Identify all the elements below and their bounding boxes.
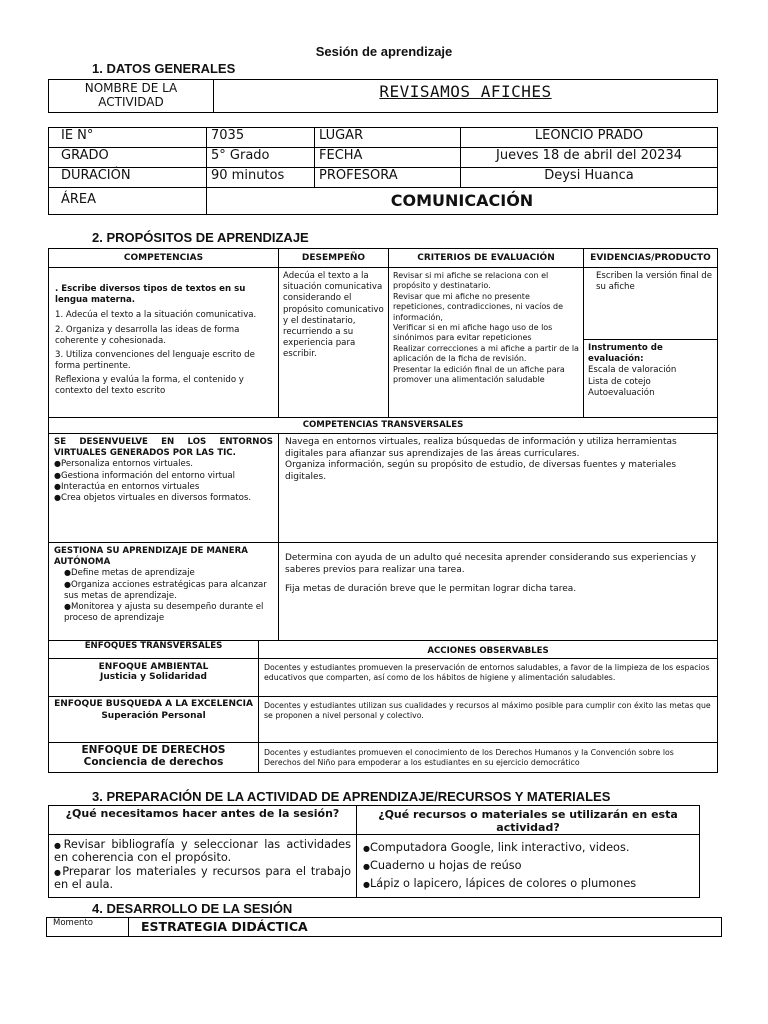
document-title: Sesión de aprendizaje: [315, 44, 453, 59]
capacidad-4: Reflexiona y evalúa la forma, el contenido y contexto del texto escrito: [55, 375, 244, 397]
tic-desc-cell: [279, 434, 718, 543]
capacidad-2: 2. Organiza y desarrolla las ideas de forma coherente y cohesionada.: [55, 324, 240, 346]
autonomo-desc-2: Fija metas de duración breve que le permitan lograr dicha tarea.: [285, 584, 577, 595]
activity-value: REVISAMOS AFICHES: [379, 82, 552, 101]
question-antes: ¿Qué necesitamos hacer antes de la sesión?: [49, 806, 357, 835]
criterio-2: Revisar que mi afiche no presente repeticiones, contradicciones, ni vacíos de información,: [393, 291, 564, 322]
autonomo-title: GESTIONA SU APRENDIZAJE DE MANERA AUTÓNOMA: [54, 546, 248, 568]
autonomo-cell: [49, 543, 279, 641]
label-lugar: LUGAR: [315, 128, 461, 148]
label-grado: GRADO: [49, 148, 207, 168]
autonomo-desc-cell: [279, 543, 718, 641]
enfoque-1-name: ENFOQUE AMBIENTAL: [98, 662, 209, 672]
tic-item-3: ● Interactúa en entornos virtuales: [54, 482, 273, 493]
evidencia: Escriben la versión final de su afiche: [584, 268, 717, 340]
criterio-3: Verificar si en mi afiche hago uso de los sinónimos para evitar repeticiones: [393, 322, 553, 343]
recurso-3: ● Lápiz o lapicero, lápices de colores o plumones: [363, 875, 693, 893]
evidencias-cell: [584, 268, 718, 418]
enfoque-3-desc: Docentes y estudiantes promueven el conocimiento de los Derechos Humanos y la Convención sobre los Derechos del Niño para empoderar a los estudiantes en su ejercicio democrático: [259, 743, 718, 773]
section-4-title: 4. DESARROLLO DE LA SESIÓN: [92, 901, 293, 916]
label-duracion: DURACIÓN: [49, 168, 207, 188]
autonomo-item-1: ● Define metas de aprendizaje: [64, 568, 273, 579]
criterio-4: Realizar correcciones a mi afiche a partir de la aplicación de la ficha de revisión.: [393, 343, 579, 364]
enfoque-2-name: ENFOQUE BUSQUEDA A LA EXCELENCIA: [54, 699, 253, 709]
recurso-2: ● Cuaderno u hojas de reúso: [363, 857, 693, 875]
instrumento-2: Lista de cotejo: [588, 376, 651, 387]
value-duracion: 90 minutos: [207, 168, 315, 188]
recurso-1: ● Computadora Google, link interactivo, videos.: [363, 839, 693, 857]
enfoque-1: [49, 659, 259, 697]
antes-item-1: ● Revisar bibliografía y seleccionar las actividades en coherencia con el propósito.: [54, 838, 351, 865]
value-profesora: Deysi Huanca: [461, 168, 718, 188]
tic-desc-1: Navega en entornos virtuales, realiza búsquedas de información y utiliza herramientas digitales para afianzar sus aprendizajes de las áreas curriculares.: [285, 437, 677, 459]
enfoque-3-name: ENFOQUE DE DERECHOS: [81, 744, 226, 756]
activity-name-table: [48, 79, 718, 113]
recursos-cell: [357, 835, 700, 898]
instrumento-1: Escala de valoración: [588, 365, 677, 376]
value-fecha: Jueves 18 de abril del 20234: [461, 148, 718, 168]
header-evidencias: EVIDENCIAS/PRODUCTO: [584, 249, 718, 268]
desempeno-cell: Adecúa el texto a la situación comunicativa considerando el propósito comunicativo y el destinatario, recurriendo a su experiencia para escribir.: [279, 268, 389, 418]
general-data-table: [48, 127, 718, 215]
value-ie: 7035: [207, 128, 315, 148]
capacidad-3: 3. Utiliza convenciones del lenguaje escrito de forma pertinente.: [55, 349, 255, 372]
header-competencias: COMPETENCIAS: [49, 249, 279, 268]
purposes-table: [48, 248, 718, 434]
header-criterios: CRITERIOS DE EVALUACIÓN: [389, 249, 584, 268]
enfoque-3: [49, 743, 259, 773]
header-desempeno: DESEMPEÑO: [279, 249, 389, 268]
value-lugar: LEONCIO PRADO: [461, 128, 718, 148]
instrumento-title: Instrumento de evaluación:: [588, 343, 663, 365]
criterio-5: Presentar la edición final de un afiche para promover una alimentación saludable: [393, 364, 565, 384]
label-fecha: FECHA: [315, 148, 461, 168]
tic-item-4: ● Crea objetos virtuales en diversos formatos.: [54, 493, 273, 504]
section-1-title: 1. DATOS GENERALES: [92, 61, 236, 76]
tic-item-1: ● Personaliza entornos virtuales.: [54, 459, 273, 470]
autonomo-item-3: ● Monitorea y ajusta su desempeño durante el proceso de aprendizaje: [64, 602, 273, 624]
section-2-title: 2. PROPÓSITOS DE APRENDIZAJE: [92, 230, 309, 245]
instrumento-3: Autoevaluación: [588, 387, 655, 398]
acciones-header: ACCIONES OBSERVABLES: [259, 641, 718, 659]
enfoque-1-value: Justicia y Solidaridad: [100, 672, 207, 682]
session-development-table: [46, 917, 722, 937]
capacidad-1: 1. Adecúa el texto a la situación comunicativa.: [55, 310, 257, 321]
tic-item-2: ● Gestiona información del entorno virtual: [54, 471, 273, 482]
section-3-title: 3. PREPARACIÓN DE LA ACTIVIDAD DE APRENDIZAJE/RECURSOS Y MATERIALES: [92, 789, 611, 804]
enfoque-2-desc: Docentes y estudiantes utilizan sus cualidades y recursos al máximo posible para cumplir con éxito las metas que se proponen a nivel personal y colectivo.: [259, 697, 718, 743]
autonomo-desc-1: Determina con ayuda de un adulto qué necesita aprender considerando sus experiencias y saberes previos para realizar una tarea.: [285, 553, 696, 575]
antes-item-2: ● Preparar los materiales y recursos para el trabajo en el aula.: [54, 865, 351, 892]
enfoques-table: [48, 640, 718, 773]
question-recursos: ¿Qué recursos o materiales se utilizarán en esta actividad?: [357, 806, 700, 835]
transversales-header: COMPETENCIAS TRANSVERSALES: [49, 418, 718, 434]
enfoque-3-value: Conciencia de derechos: [83, 756, 224, 768]
momento-header: Momento: [47, 918, 129, 937]
label-area: ÁREA: [49, 188, 207, 215]
estrategia-header: ESTRATEGIA DIDÁCTICA: [129, 918, 722, 937]
competencia-cell: [49, 268, 279, 418]
autonomo-item-2: ● Organiza acciones estratégicas para alcanzar sus metas de aprendizaje.: [64, 580, 273, 602]
tic-title: SE DESENVUELVE EN LOS ENTORNOS VIRTUALES GENERADOS POR LAS TIC.: [54, 437, 273, 459]
value-area: COMUNICACIÓN: [207, 188, 718, 215]
value-grado: 5° Grado: [207, 148, 315, 168]
activity-label: NOMBRE DE LA ACTIVIDAD: [49, 80, 214, 113]
antes-cell: [49, 835, 357, 898]
transversal-competencies-table: [48, 433, 718, 641]
preparation-table: [48, 805, 700, 898]
competencia-title: . Escribe diversos tipos de textos en su lengua materna.: [55, 284, 246, 306]
tic-cell: [49, 434, 279, 543]
label-ie: IE N°: [49, 128, 207, 148]
enfoques-header: ENFOQUES TRANSVERSALES: [49, 641, 259, 659]
enfoque-1-desc: Docentes y estudiantes promueven la preservación de entornos saludables, a favor de la limpieza de los espacios educativos que comparten, así como de los hábitos de higiene y alimentación saludables.: [259, 659, 718, 697]
activity-value-cell: [214, 80, 718, 113]
criterios-cell: [389, 268, 584, 418]
enfoque-2-value: Superación Personal: [101, 711, 206, 721]
criterio-1: Revisar si mi afiche se relaciona con el propósito y destinatario.: [393, 271, 549, 291]
label-profesora: PROFESORA: [315, 168, 461, 188]
enfoque-2: [49, 697, 259, 743]
tic-desc-2: Organiza información, según su propósito de estudio, de diversas fuentes y materiales digitales.: [285, 460, 677, 483]
